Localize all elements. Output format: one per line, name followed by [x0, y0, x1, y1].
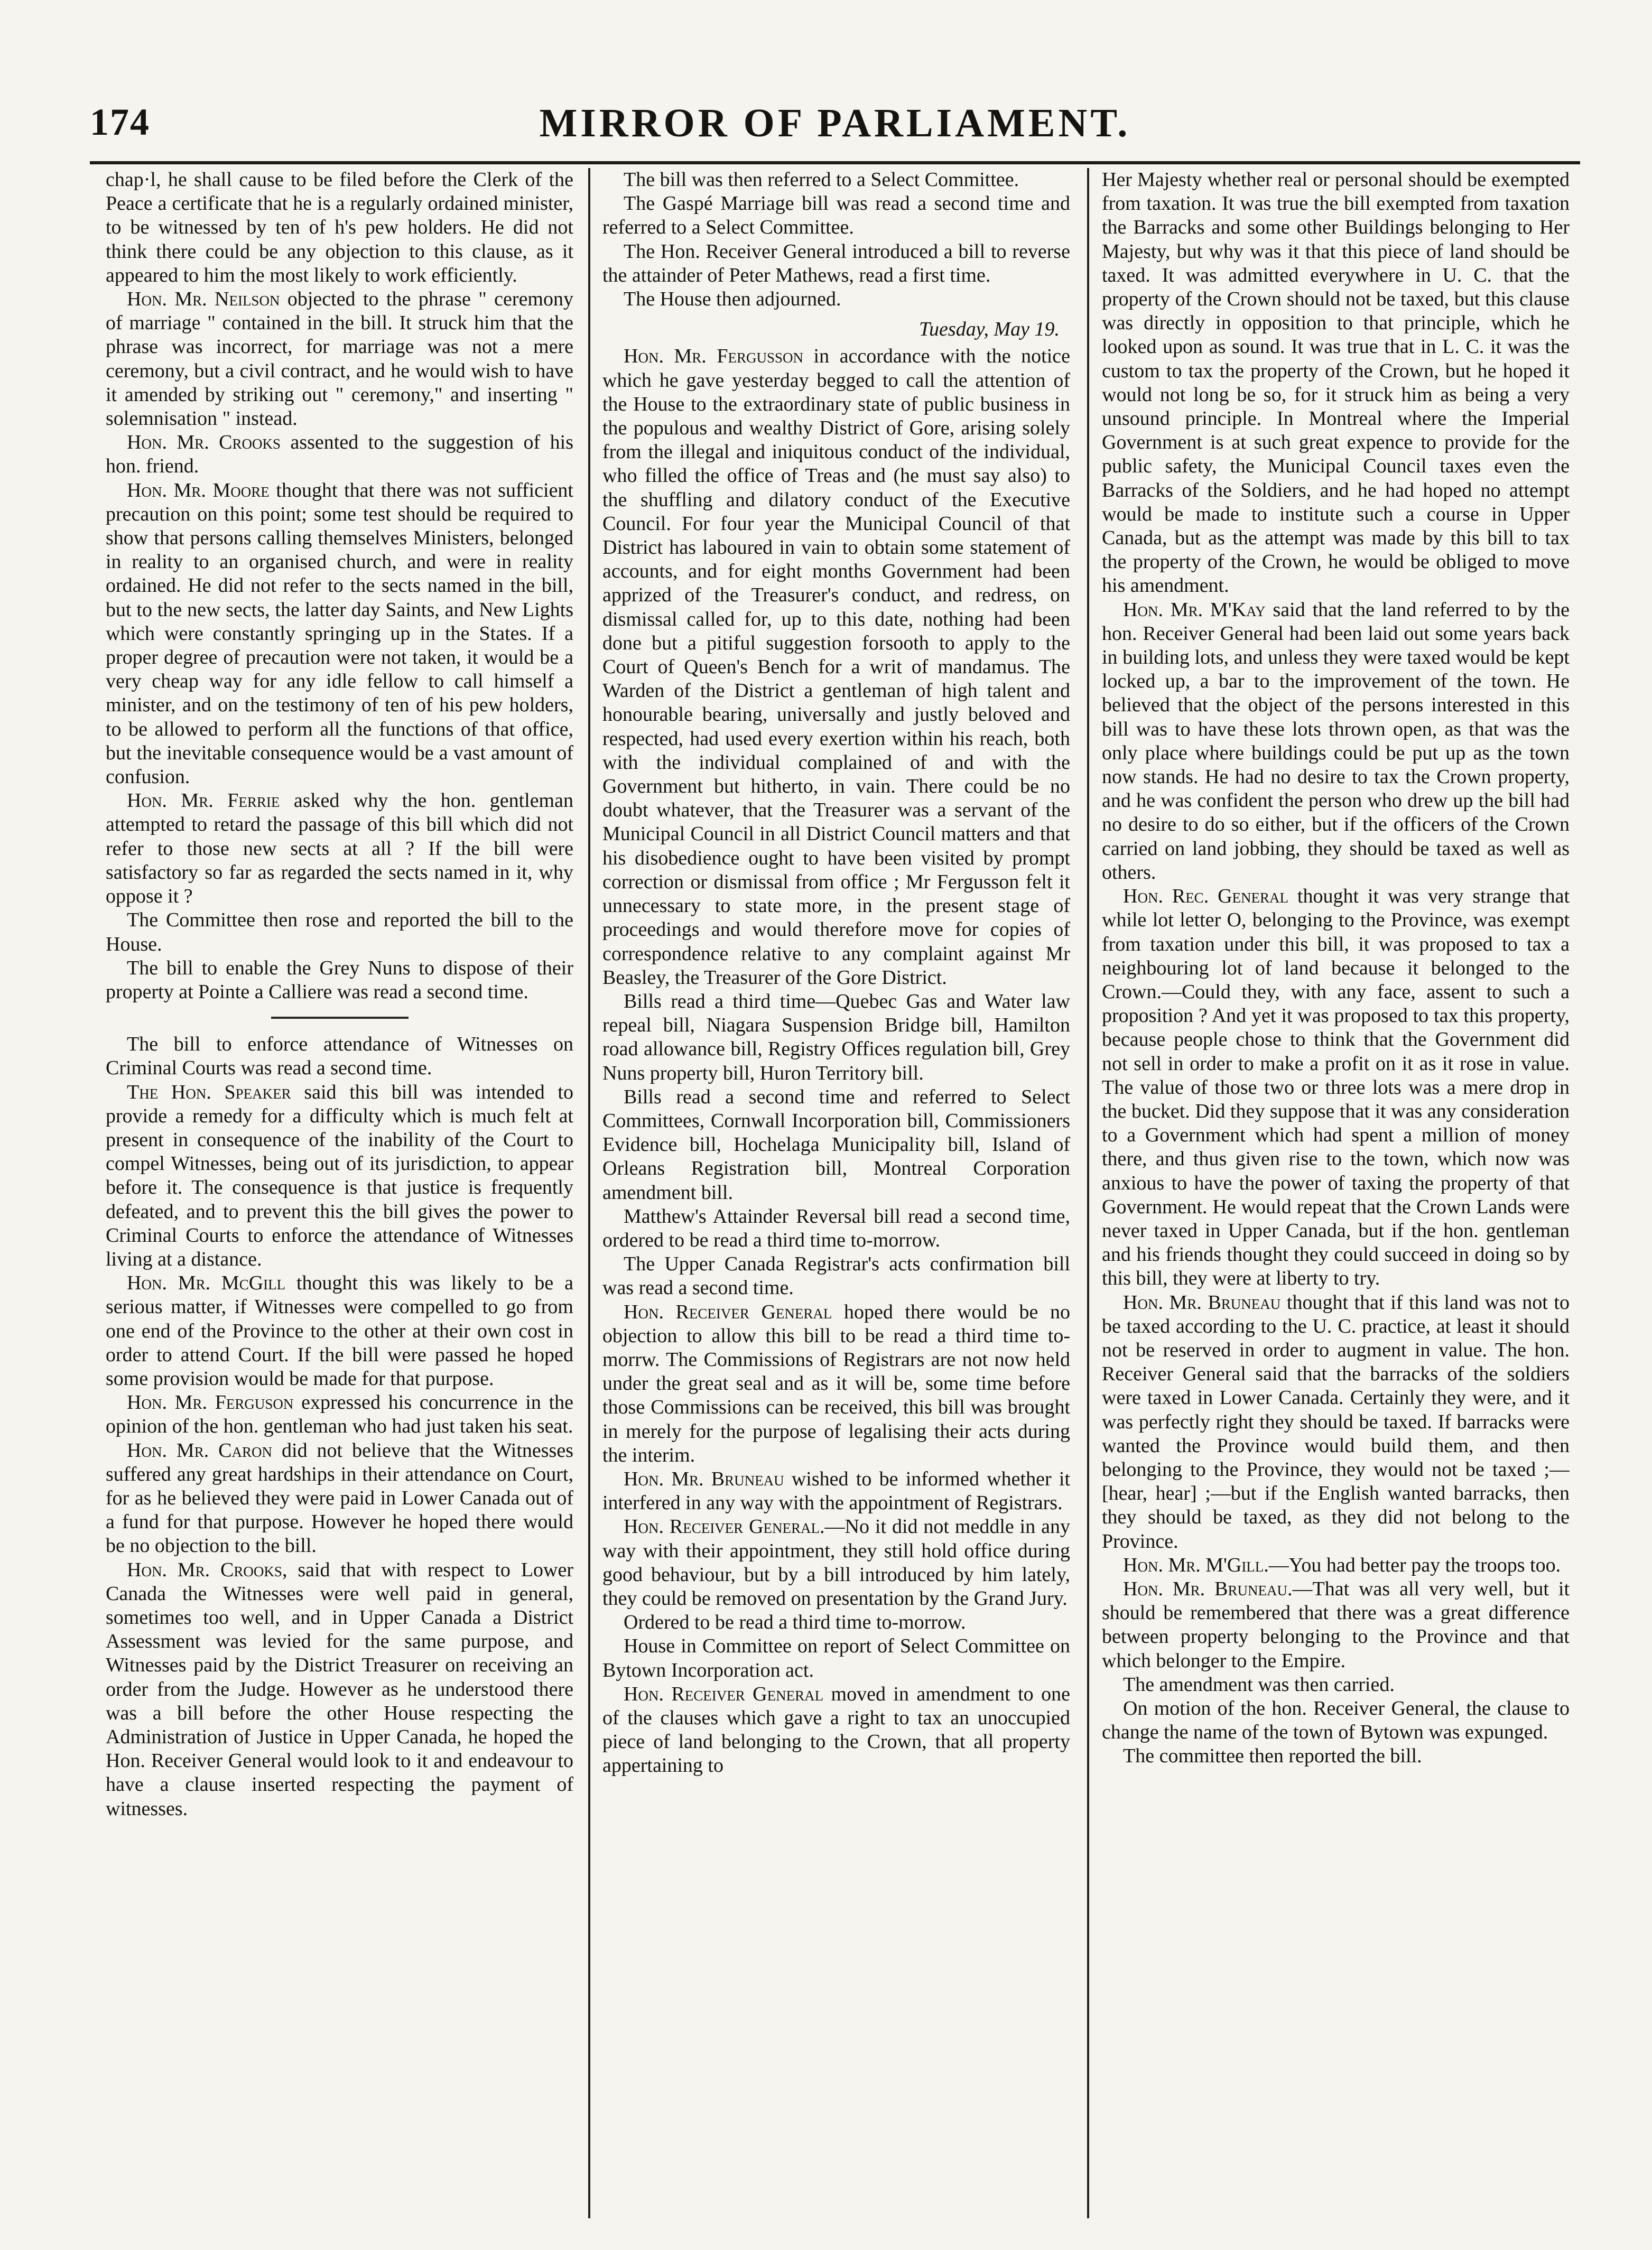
- paragraph-text: moved in amendment to one of the clauses which gave a right to tax an unoccupied piece of land belonging to the Crown, that all property appertaining to: [602, 1682, 1070, 1777]
- speaker-name: Hon. Mr. Crooks: [127, 431, 281, 454]
- date-heading: Tuesday, May 19.: [919, 318, 1060, 341]
- paragraph: The House then adjourned.: [624, 288, 841, 311]
- speaker-name: Hon. Receiver General: [624, 1682, 824, 1705]
- paragraph: [602, 1682, 1070, 1778]
- paragraph: [1102, 598, 1570, 885]
- paragraph: [1102, 1577, 1570, 1673]
- speaker-name: Hon. Receiver General: [624, 1300, 832, 1323]
- running-title: MIRROR OF PARLIAMENT.: [539, 101, 1131, 145]
- paragraph: [106, 1439, 573, 1558]
- paragraph-text: —You had better pay the troops too.: [1268, 1554, 1561, 1576]
- column-2: [602, 168, 1070, 2202]
- paragraph: [106, 1271, 573, 1391]
- paragraph-text: said that the land referred to by the hon. Receiver General had been laid out some years back in building lots, and unless they were taxed would be kept locked up, a bar to the improvement of the town. He believed that the object of the persons interested in this bill was to have these lots thrown open, as that was the only place where buildings could be put up as the town now stands. He had no desire to tax the Crown property, and he was confident the person who drew up the bill had no desire to do so either, but if the officers of the Crown carried on land jobbing, they should be taxed as well as others.: [1102, 598, 1570, 884]
- paragraph-text: —No it did not meddle in any way with their appointment, they still hold office during good behaviour, but by a bill introduced by him lately, they could be removed on presentation by the Grand Jury.: [602, 1516, 1070, 1610]
- speaker-name: Hon. Mr. Bruneau.: [1123, 1577, 1293, 1600]
- speaker-name: Hon. Mr. M'Gill.: [1123, 1554, 1269, 1576]
- speaker-name: Hon. Mr. Fergusson: [624, 345, 803, 368]
- paragraph: [106, 1081, 573, 1272]
- speaker-name: Hon. Mr. Ferguson: [127, 1391, 294, 1414]
- paragraph: The committee then reported the bill.: [1123, 1745, 1422, 1768]
- paragraph: [106, 789, 573, 908]
- paragraph: [106, 1391, 573, 1438]
- paragraph-text: did not believe that the Witnesses suffered any great hardships in their attendance on Court, for as he believed they were paid in Lower Canada out of a fund for that purpose. However he hoped there would be no objection to the bill.: [106, 1439, 573, 1557]
- speaker-name: Hon. Mr. Ferrie: [127, 789, 280, 812]
- paragraph: [1102, 885, 1570, 1290]
- column-divider: [1087, 168, 1089, 2218]
- paragraph: [106, 287, 573, 431]
- paragraph-text: expressed his concurrence in the opinion of the hon. gentleman who had just taken his seat.: [106, 1391, 573, 1438]
- paragraph-text: —That was all very well, but it should be remembered that there was a great difference between property belonging to the Province and that which belonger to the Empire.: [1102, 1577, 1570, 1672]
- paragraph: The bill to enable the Grey Nuns to dispose of their property at Pointe a Calliere was read a second time.: [106, 956, 573, 1003]
- paragraph: Ordered to be read a third time to-morrow.: [624, 1611, 966, 1634]
- speaker-name: Hon. Rec. General: [1123, 885, 1289, 908]
- speaker-name: Hon. Mr. M'Kay: [1123, 598, 1266, 621]
- speaker-name: Hon. Mr. Bruneau: [624, 1467, 784, 1490]
- speaker-name: The Hon. Speaker: [127, 1081, 291, 1103]
- speaker-name: Hon. Mr. Neilson: [127, 288, 280, 311]
- paragraph: Her Majesty whether real or personal should be exempted from taxation. It was true the bill exempted from taxation the Barracks and some other Buildings belonging to Her Majesty, but why was it that this piece of land should be taxed. It was admitted everywhere in U. C. that the property of the Crown should not be taxed, but this clause was directly in opposition to that principle, which he looked upon as sound. It was true that in L. C. it was the custom to tax the property of the Crown, but he hoped it would not long be so, for it struck him as being a very unsound principle. In Montreal where the Imperial Government is at such great expence to provide for the public safety, the Municipal Council taxes even the Barracks of the Soldiers, and he had hoped no attempt would be made to institute such a course in Upper Canada, but as the attempt was made by this bill to tax the property of the Crown, he would be obliged to move his amendment.: [1102, 169, 1570, 597]
- section-separator: [271, 1017, 409, 1019]
- paragraph: Matthew's Attainder Reversal bill read a second time, ordered to be read a third time to-morrow.: [602, 1205, 1070, 1251]
- paragraph-text: thought this was likely to be a serious matter, if Witnesses were compelled to go from one end of the Province to the other at their own cost in order to attend Court. If the bill were passed he hoped some provision would be made for that purpose.: [106, 1272, 573, 1390]
- paragraph-text: in accordance with the notice which he gave yesterday begged to call the attention of the House to the extraordinary state of public business in the populous and wealthy District of Gore, arising solely from the illegal and iniquitous conduct of the individual, who filled the office of Treas and (he must say also) to the shuffling and dilatory conduct of the Executive Council. For four year the Municipal Council of that District has laboured in vain to obtain some statement of accounts, and for eight months Government had been apprized of the Treasurer's conduct, and redress, on dismissal called for, up to this date, nothing had been done but a pitiful suggestion forsooth to apply to the Court of Queen's Bench for a writ of mandamus. The Warden of the District a gentleman of high talent and honourable bearing, universally and justly beloved and respected, had used every exertion within his reach, both with the individual complained of and with the Government but hitherto, in vain. There could be no doubt whatever, that the Treasurer was a servant of the Municipal Council in all District Council matters and that his disobedience ought to have been visited by prompt correction or dismissal from office ; Mr Fergusson felt it unnecessary to state more, in the present stage of proceedings and would therefore move for copies of correspondence relative to any complaint against Mr Beasley, the Treasurer of the Gore District.: [602, 345, 1070, 989]
- paragraph: The Committee then rose and reported the bill to the House.: [106, 909, 573, 955]
- speaker-name: Hon. Mr. Moore: [127, 479, 270, 501]
- page-header: [90, 100, 1580, 159]
- paragraph: The amendment was then carried.: [1123, 1673, 1395, 1696]
- paragraph-text: wished to be informed whether it interfered in any way with the appointment of Registrars.: [602, 1467, 1070, 1514]
- paragraph: [602, 1300, 1070, 1467]
- paragraph-text: objected to the phrase " ceremony of marriage " contained in the bill. It struck him that the phrase was incorrect, for marriage was not a mere ceremony, but a civil contract, and he would wish to have it amended by striking out " ceremony," and inserting " solemnisation " instead.: [106, 288, 573, 430]
- speaker-name: Hon. Mr. McGill: [127, 1272, 286, 1295]
- paragraph: The bill was then referred to a Select Committee.: [624, 169, 1019, 191]
- paragraph: [106, 1558, 573, 1821]
- paragraph-text: , said that with respect to Lower Canada the Witnesses were well paid in general, sometimes too well, and in Upper Canada a District Assessment was levied for the same purpose, and Witnesses paid by the District Treasurer on receiving an order from the Judge. However as he understood there was a bill before the other House respecting the Administration of Justice in Upper Canada, he hoped the Hon. Receiver General would look to it and endeavour to have a clause inserted respecting the payment of witnesses.: [106, 1558, 573, 1820]
- paragraph: House in Committee on report of Select Committee on Bytown Incorporation act.: [602, 1635, 1070, 1681]
- speaker-name: Hon. Mr. Crooks: [127, 1558, 282, 1581]
- paragraph: [106, 479, 573, 789]
- paragraph-text: said this bill was intended to provide a remedy for a difficulty which is much felt at present in consequence of the inability of the Court to compel Witnesses, being out of its jurisdiction, to appear before it. The consequence is that justice is frequently defeated, and to prevent this the bill gives the power to Criminal Courts to enforce the attendance of Witnesses living at a distance.: [106, 1081, 573, 1270]
- paragraph: [106, 431, 573, 478]
- paragraph-text: thought it was very strange that while lot letter O, belonging to the Province, was exempt from taxation under this bill, it was proposed to tax a neighbouring lot of land because it belonged to the Crown.—Could they, with any face, assent to such a proposition ? And yet it was proposed to tax this property, because people chose to think that the Government did not sell in order to make a profit on it as it rose in value. The value of those two or three lots was a mere drop in the bucket. Did they suppose that it was any consideration to a Government which had spent a million of money there, and thus given rise to the town, which now was anxious to have the power of taxing the property of that Government. He would repeat that the Crown Lands were never taxed in Upper Canada, but if the hon. gentleman and his friends thought they could succeed in doing so by this bill, they were at liberty to try.: [1102, 885, 1570, 1290]
- speaker-name: Hon. Receiver General.: [624, 1516, 825, 1538]
- paragraph: Bills read a second time and referred to Select Committees, Cornwall Incorporation bill, Commissioners Evidence bill, Hochelaga Municipality bill, Island of Orleans Registration bill, Montreal Corporation amendment bill.: [602, 1085, 1070, 1204]
- speaker-name: Hon. Mr. Bruneau: [1123, 1291, 1281, 1314]
- paragraph-text: thought that there was not sufficient precaution on this point; some test should be required to show that persons calling themselves Ministers, belonged in reality to an organised church, and were in reality ordained. He did not refer to the sects named in the bill, but to the new sects, the latter day Saints, and New Lights which were constantly springing up in the States. If a proper degree of precaution were not taken, it would be a very cheap way for any idle fellow to call himself a minister, and on the testimony of ten of his pew holders, to be allowed to perform all the functions of that office, but the inevitable consequence would be a vast amount of confusion.: [106, 479, 573, 788]
- paragraph: On motion of the hon. Receiver General, the clause to change the name of the town of Bytown was expunged.: [1102, 1697, 1570, 1744]
- page-number: 174: [90, 101, 150, 143]
- paragraph-text: assented to the suggestion of his hon. friend.: [106, 431, 573, 478]
- paragraph: The Gaspé Marriage bill was read a second time and referred to a Select Committee.: [602, 192, 1070, 239]
- paragraph: The Hon. Receiver General introduced a bill to reverse the attainder of Peter Mathews, read a first time.: [602, 240, 1070, 286]
- paragraph: [602, 1467, 1070, 1515]
- paragraph: [1102, 1291, 1570, 1554]
- column-3: [1102, 168, 1570, 2202]
- paragraph: The bill to enforce attendance of Witnesses on Criminal Courts was read a second time.: [106, 1033, 573, 1080]
- paragraph: [1102, 1554, 1570, 1577]
- header-rule: [90, 161, 1580, 164]
- paragraph: Bills read a third time—Quebec Gas and Water law repeal bill, Niagara Suspension Bridge bill, Hamilton road allowance bill, Registry Offices regulation bill, Grey Nuns property bill, Huron Territory bill.: [602, 990, 1070, 1084]
- paragraph: [602, 345, 1070, 989]
- column-divider: [588, 168, 590, 2218]
- paragraph-text: asked why the hon. gentleman attempted to retard the passage of this bill which did not refer to those new sects at all ? If the bill were satisfactory so far as regarded the sects named in it, why oppose it ?: [106, 789, 573, 908]
- paragraph: [602, 1515, 1070, 1611]
- paragraph-text: hoped there would be no objection to allow this bill to be read a third time to-morrw. The Commissions of Registrars are not now held under the great seal and as it will be, some time before those Commissions can be received, this bill was brought in merely for the purpose of legalising their acts during the interim.: [602, 1300, 1070, 1466]
- paragraph: The Upper Canada Registrar's acts confirmation bill was read a second time.: [602, 1253, 1070, 1299]
- paragraph: chap·l, he shall cause to be filed before the Clerk of the Peace a certificate that he is a regularly ordained minister, to be witnessed by ten of h's pew holders. He did not think there could be any objection to this clause, as it appeared to him the most likely to work efficiently.: [106, 169, 573, 286]
- column-1: [106, 168, 573, 2202]
- paragraph-text: thought that if this land was not to be taxed according to the U. C. practice, at least it should not be reserved in order to augment in value. The hon. Receiver General said that the barracks of the soldiers were taxed in Lower Canada. Certainly they were, and it was perfectly right they should be taxed. If barracks were wanted the Province would build them, and then belonging to the Province, they would not be taxed ;—[hear, hear] ;—but if the English wanted barracks, then they should be taxed, as they did not belong to the Province.: [1102, 1291, 1570, 1552]
- speaker-name: Hon. Mr. Caron: [127, 1439, 273, 1462]
